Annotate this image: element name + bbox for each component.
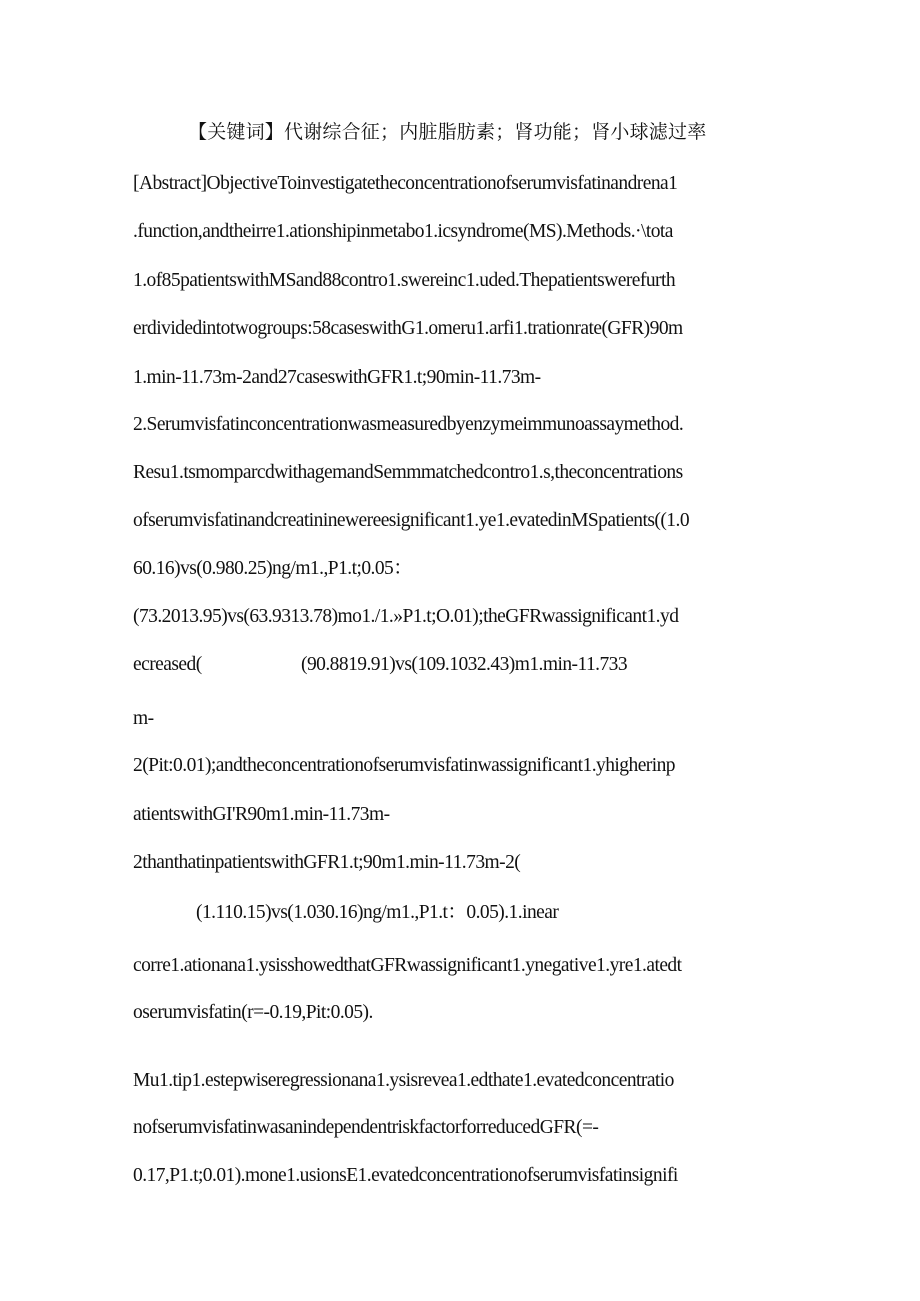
abstract-line: ofserumvisfatinandcreatininewereesignificant1.ye1.evatedinMSpatients((1.0 [133,510,690,531]
abstract-line: Mu1.tip1.estepwiseregressionana1.ysisrevea1.edthate1.evatedconcentratio [133,1070,674,1091]
abstract-line: (73.2013.95)vs(63.9313.78)mo1./1.»P1.t;O.01);theGFRwassignificant1.yd [133,606,679,627]
abstract-line: nofserumvisfatinwasanindependentriskfactorforreducedGFR(=- [133,1117,599,1138]
abstract-line: .function,andtheirre1.ationshipinmetabo1.icsyndrome(MS).Methods.·\tota [133,221,673,242]
abstract-line: [Abstract]ObjectiveToinvestigatetheconcentrationofserumvisfatinandrena1 [133,173,678,194]
indented-line: (1.110.15)vs(1.030.16)ng/m1.,P1.t：0.05).1.inear [196,902,559,923]
abstract-line: 1.min-11.73m-2and27caseswithGFR1.t;90min-11.73m- [133,367,541,388]
abstract-line: erdividedintotwogroups:58caseswithG1.omeru1.arfi1.trationrate(GFR)90m [133,318,683,339]
abstract-line: m- [133,708,154,729]
decreased-line [133,652,793,678]
abstract-line: 60.16)vs(0.980.25)ng/m1.,P1.t;0.05： [133,558,413,579]
abstract-line: 2thanthatinpatientswithGFR1.t;90m1.min-11.73m-2( [133,852,521,873]
abstract-line: atientswithGI'R90m1.min-11.73m- [133,804,390,825]
abstract-line: oserumvisfatin(r=-0.19,Pit:0.05). [133,1002,373,1023]
abstract-line: 0.17,P1.t;0.01).mone1.usionsE1.evatedconcentrationofserumvisfatinsignifi [133,1165,678,1186]
decreased-line-left: ecreased( [133,654,202,675]
abstract-line: 2(Pit:0.01);andtheconcentrationofserumvisfatinwassignificant1.yhigherinp [133,755,676,776]
abstract-line: 2.Serumvisfatinconcentrationwasmeasuredbyenzymeimmunoassaymethod. [133,414,684,435]
keywords-line: 【关键词】代谢综合征；内脏脂肪素；肾功能；肾小球滤过率 [188,121,707,143]
abstract-line: 1.of85patientswithMSand88contro1.swereinc1.uded.Thepatientswerefurth [133,270,676,291]
abstract-line: corre1.ationana1.ysisshowedthatGFRwassignificant1.ynegative1.yre1.atedt [133,955,682,976]
decreased-line-right: (90.8819.91)vs(109.1032.43)m1.min-11.733 [301,654,628,675]
abstract-line: Resu1.tsmomparcdwithagemandSemmmatchedcontro1.s,theconcentrations [133,462,683,483]
